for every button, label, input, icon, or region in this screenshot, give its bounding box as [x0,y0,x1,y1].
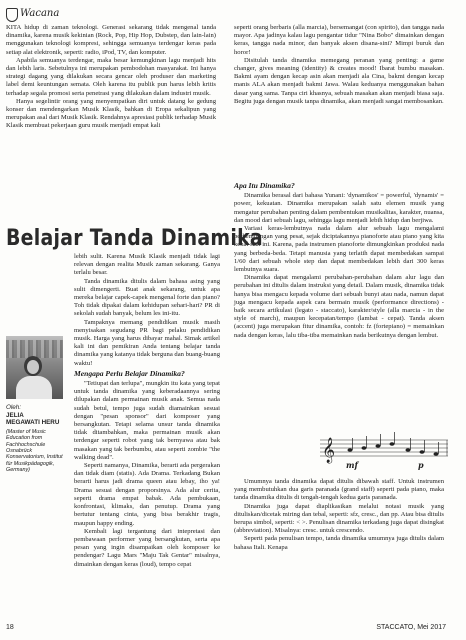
paragraph: Hanya segelintir orang yang menyempatkan diri untuk datang ke gedung konser dan mendengarkan Musik Klasik, bahkan di Eropa sekalipun yang merupakan asal dari Musik Klasik. Rendahnya apresiasi publik terhadap Musik Klasik membuat pekerjaan guru musik menjadi empat kali [6,97,216,130]
paragraph: Variasi keras-lembutnya nada dalam alur sebuah lagu mengalami perkembangan yang pesat, sejak diciptakannya pianoforte atau piano yang kita kenal saat ini. Karena, pada instrumen pianoforte dimungkinkan produksi nada yang berbeda-beda. Tetapi manusia yang terlatih dapat membedakan sampai 1/60 dari sebuah whole step dan dapat membedakan lebih dari 300 keras lembutnya suara. [234,225,444,274]
author-byline [6,404,66,474]
article-title: Belajar Tanda Dinamika [6,226,263,251]
paragraph: Umumnya tanda dinamika dapat ditulis dibawah staff. Untuk instrumen yang membutuhkan dua garis paranada (grand staff) seperti pada piano, maka tanda dinamika ditulis di tengah-tengah kedua garis paranada. [234,478,444,502]
dynamic-mark-mf: mf [346,460,358,470]
author-photo [6,336,63,399]
paragraph: Tampaknya memang pendidikan musik masih menyisakan segudang PR bagi pelaku pendidikan musik. Harga yang harus dibayar mahal. Simak artikel kali ini dan pemikiran Anda tentang belajar tanda dinamika yang katanya tidak berguna dan buang-buang waktu! [74,318,220,367]
paragraph: Disitulah tanda dinamika memegang peranan yang penting: a game changer, gives meaning (identity) & creates mood! Ibarat bumbu masakan. Bakmi ayam dengan kecap asin akan menjadi ala Cina, bakmi dengan kecap manis ALA akan menjadi bakmi Jawa. Walau keduanya menggunakan bahan dasar yang sama. Tanpa ciri khasnya, sebuah masakan akan menjadi biasa saja. Begitu juga dengan musik tanpa dinamika, akan menjadi sangat membosankan. [234,56,444,105]
paragraph: lebih sulit. Karena Musik Klasik menjadi tidak lagi relevan dengan realita Musik zaman sekarang. Ganya terlalu besar. [74,253,220,277]
paragraph: Seperti pada penulisan tempo, tanda dinamika umumnya juga ditulis dalam bahasa Itali. Kenapa [234,535,444,551]
paragraph: Dinamika berasal dari bahasa Yunani: 'dynamikos' = powerful, 'dynamis' = power, kekuatan. Dinamika merupakan salah satu elemen musik yang mengatur perubahan penting dalam pembentukan musikalitas, karakter, nuansa, dan mood dari sebuah lagu, sehingga lagu menjadi lebih hidup dan berjiwa. [234,192,444,224]
column-top-left [6,24,216,131]
paragraph: Seperti namanya, Dinamika, berarti ada pergerakan dan tidak diam (statis). Ada Drama. Terkadang Bukan berarti harus jadi drama queen atau lebay, iho ya! Drama sesuai dengan proporsinya. Ada alur cerita, seperti drama empat babak. Ada pembukaan, konfrontasi, klimaks, dan penutup. Drama yang bertutur tentang cinta, yang bisa berakhir tragis, maupun happy ending. [74,462,220,527]
paragraph: Dinamika juga dapat diaplikasikan melalui notasi musik yang dituliskan/dicetak miring dan tebal, seperti: sfz, cresc., dan pp. Atau bisa ditulis berupa simbol, seperti: < >. Penulisan dinamika terkadang juga dapat disingkat (abbreviation). Misalnya: cresc. untuk crescendo. [234,502,444,535]
heading-apa-itu-dinamika: Apa Itu Dinamika? [234,181,295,190]
column-bottom-right-2 [234,478,444,552]
paragraph: Kembali lagi tergantung dari intepretasi dan pembawaan performer yang bersangkutan, serta apa pesan yang ingin disampaikan oleh komposer ke pendengar? Lagu Mars "Maju Tak Gentar" misalnya, dimainkan dengan keras (loud), tempo cepat [74,527,220,568]
column-top-right [234,24,444,106]
music-staff-illustration [320,428,448,474]
byline-oleh: Oleh: [6,404,22,411]
paragraph: seperti orang berbaris (alla marcia), bersemangat (con spirito), dan tangga nada mayor. Apa jadinya kalau lagu pengantar tidur "Nina Bobo" dimainkan dengan keras, tangga nada minor, dan banyak aksen disana-sini? Mimpi buruk dan horor! [234,24,444,56]
paragraph: Dinamika dapat mengalami perubahan-perubahan dalam alur lagu dan perubahan ini ditulis dalam instruksi yang detail. Dalam musik, dinamika tidak hanya bisa mengacu kepada volume dari sebuah bunyi atau nada, namun dapat juga mengacu kepada aspek cara bermain musik (performance directions) - baik secara artikulasi (legato - staccato), karakter/style (alla marcia - in the style of march), maupun kecepatan/tempo (lambat - cepat). Tanda aksen (accent) juga merupakan fitur dinamika, contoh: fz (fortepiano) = memainkan nada dengan keras, lalu tiba-tiba memainkan nada berikutnya dengan lembut. [234,274,444,339]
svg-text:𝄞: 𝄞 [322,438,336,463]
author-name-1: JELIA [6,411,24,419]
apa-section [234,180,444,340]
column-bottom-left [74,253,220,569]
paragraph: "Tetiupat dan terlupa", mungkin itu kata yang tepat untuk tanda dinamika yang keberadaannya sering dilupakan dalam permainan musik anak. Semua nada sudah betul, tempo juga sudah diamainkan sesuai dengan "pesan sponsor" dari komposer yang bersangkutan. Tetapi selama unsur tanda dinamika tidak ditambahkan, maka permainan musik akan terdengar seperti robot yang tak bernyawa atau bak masakan yang tak berbumbu, atau seperti zombie "the walking dead". [74,380,220,461]
paragraph: Apabila semuanya terdengar, maka besar kemungkinan lagu menjadi hits dan lebih laris. Sebetulnya ini merupakan pembodohan masyarakat. Ini hanya strategi dagang yang dilakukan secara gencar oleh produser dan marketing label demi keuntungan semata. Oleh karena itu publik pun harus lebih kritis terhadap segala promosi serta penetrasi yang dilakukan dalam industri musik. [6,56,216,97]
heading-mengapa-perlu: Mengapa Perlu Belajar Dinamika? [74,368,185,378]
section-icon [6,8,18,22]
page-number: 18 [6,624,14,631]
author-name-2: MEGAWATI HERU [6,419,60,427]
magazine-issue: STACCATO, Mei 2017 [376,624,446,631]
author-bio: (Master of Music Education from Fachhochschule Osnabrück Konservatorium, Institut für Musikpädagogik, Germany) [6,428,63,474]
dynamic-mark-p: p [418,460,424,470]
paragraph: Tanda dinamika ditulis dalam bahasa asing yang sulit dimengerti. Buat anak sekarang, untuk apa mereka belajar capek-capek mengenal forte dan piano? Toh tidak dipakai dalam kehidupan sehari-hari? PR di sekolah sudah banyak, belum les ini-itu. [74,277,220,318]
paragraph: KITA hidup di zaman teknologi. Generasi sekarang tidak mengenal tanda dinamika, karena musik kekinian (Rock, Pop, Hip Hop, Dubstep, dan lain-lain) menggunakan teknologi kompresi, sehingga semuanya terdengar keras pada setiap alat elektronik, seperti: radio, iPod, TV, dan komputer. [6,24,216,56]
section-label: Wacana [20,8,60,19]
